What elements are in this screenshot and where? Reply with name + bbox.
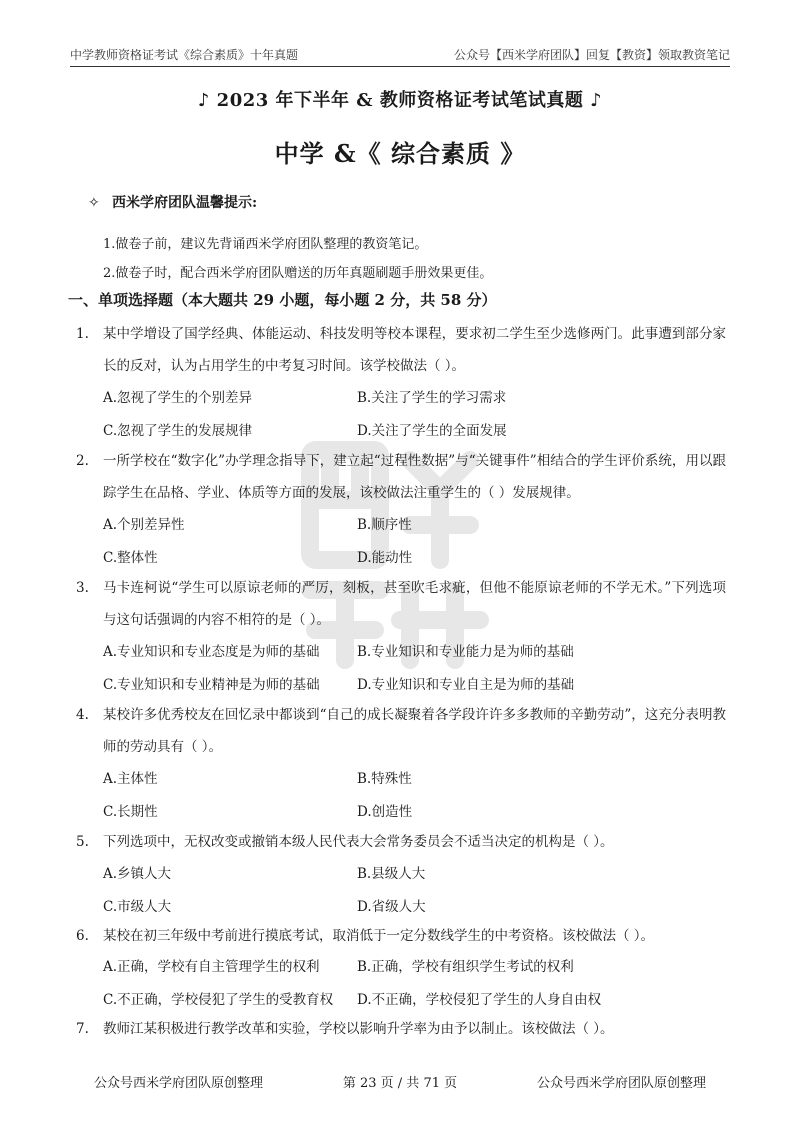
question-7 <box>76 1013 726 1045</box>
option-d: D.创造性 <box>357 804 413 820</box>
question-number: 1. <box>76 326 89 342</box>
tip-item: 2.做卷子时，配合西米学府团队赠送的历年真题刷题手册效果更佳。 <box>103 266 493 281</box>
header-right-text: 公众号【西米学府团队】回复【教资】领取教资笔记 <box>453 48 730 62</box>
option-b: B.县级人大 <box>357 866 426 882</box>
section-title: 一、单项选择题（本大题共 29 小题，每小题 2 分，共 58 分） <box>68 291 497 309</box>
question-number: 6. <box>76 928 89 944</box>
option-d: D.关注了学生的全面发展 <box>357 423 507 439</box>
option-d: D.不正确，学校侵犯了学生的人身自由权 <box>357 992 602 1008</box>
question-text: 某中学增设了国学经典、体能运动、科技发明等校本课程，要求初二学生至少选修两门。此事遭到部分家长的反对，认为占用学生的中考复习时间。该学校做法（ ）。 <box>103 326 726 374</box>
option-c: C.忽视了学生的发展规律 <box>103 423 253 439</box>
option-c: C.不正确，学校侵犯了学生的受教育权 <box>103 992 334 1008</box>
option-a: A.个别差异性 <box>103 517 185 533</box>
question-number: 7. <box>76 1021 89 1037</box>
question-number: 3. <box>76 580 89 596</box>
option-b: B.正确，学校有组织学生考试的权利 <box>357 959 574 975</box>
question-text: 教师江某积极进行教学改革和实验，学校以影响升学率为由予以制止。该校做法（ ）。 <box>103 1021 614 1037</box>
tips-heading <box>88 192 257 212</box>
question-text: 马卡连柯说“学生可以原谅老师的严厉，刻板，甚至吹毛求疵，但他不能原谅老师的不学无术。”下列选项与这句话强调的内容不相符的是（ ）。 <box>103 580 726 628</box>
question-number: 4. <box>76 707 89 723</box>
question-6 <box>76 920 726 952</box>
option-c: C.专业知识和专业精神是为师的基础 <box>103 677 320 693</box>
tips-heading-text: 西米学府团队温馨提示: <box>112 195 258 211</box>
question-text: 一所学校在“数字化”办学理念指导下，建立起“过程性数据”与“关键事件”相结合的学生评价系统，用以跟踪学生在品格、学业、体质等方面的发展，该校做法注重学生的（ ）发展规律。 <box>103 453 726 501</box>
subject-title: 中学 &《 综合素质 》 <box>274 139 526 168</box>
option-b: B.关注了学生的学习需求 <box>357 390 507 406</box>
question-4 <box>76 699 726 763</box>
exam-title: ♪ 2023 年下半年 & 教师资格证考试笔试真题 ♪ <box>197 90 603 111</box>
option-d: D.能动性 <box>357 550 413 566</box>
question-text: 下列选项中，无权改变或撤销本级人民代表大会常务委员会不适当决定的机构是（ ）。 <box>103 834 614 850</box>
question-text: 某校许多优秀校友在回忆录中都谈到“自己的成长凝聚着各学段许许多多教师的辛勤劳动”，这充分表明教师的劳动具有（ ）。 <box>103 707 726 755</box>
question-3 <box>76 572 726 636</box>
question-1 <box>76 318 726 382</box>
option-c: C.市级人大 <box>103 899 172 915</box>
footer-left-text: 公众号西米学府团队原创整理 <box>94 1076 264 1091</box>
page-number: 第 23 页 / 共 71 页 <box>342 1076 458 1091</box>
page-header <box>70 42 730 66</box>
question-number: 2. <box>76 453 89 469</box>
question-5 <box>76 826 726 858</box>
option-b: B.专业知识和专业能力是为师的基础 <box>357 644 574 660</box>
option-c: C.长期性 <box>103 804 158 820</box>
question-text: 某校在初三年级中考前进行摸底考试，取消低于一定分数线学生的中考资格。该校做法（ ）。 <box>103 928 655 944</box>
option-a: A.乡镇人大 <box>103 866 172 882</box>
sparkle-diamond-icon: ✧ <box>88 195 100 211</box>
option-a: A.主体性 <box>103 771 158 787</box>
option-c: C.整体性 <box>103 550 158 566</box>
header-divider <box>70 66 730 67</box>
option-d: D.省级人大 <box>357 899 426 915</box>
option-b: B.顺序性 <box>357 517 412 533</box>
option-a: A.专业知识和专业态度是为师的基础 <box>103 644 320 660</box>
question-number: 5. <box>76 834 89 850</box>
question-2 <box>76 445 726 509</box>
footer-right-text: 公众号西米学府团队原创整理 <box>536 1076 706 1091</box>
option-a: A.正确，学校有自主管理学生的权利 <box>103 959 320 975</box>
header-left-text: 中学教师资格证考试《综合素质》十年真题 <box>70 48 299 62</box>
option-d: D.专业知识和专业自主是为师的基础 <box>357 677 575 693</box>
tip-item: 1.做卷子前，建议先背诵西米学府团队整理的教资笔记。 <box>103 237 428 252</box>
option-a: A.忽视了学生的个别差异 <box>103 390 253 406</box>
option-b: B.特殊性 <box>357 771 412 787</box>
